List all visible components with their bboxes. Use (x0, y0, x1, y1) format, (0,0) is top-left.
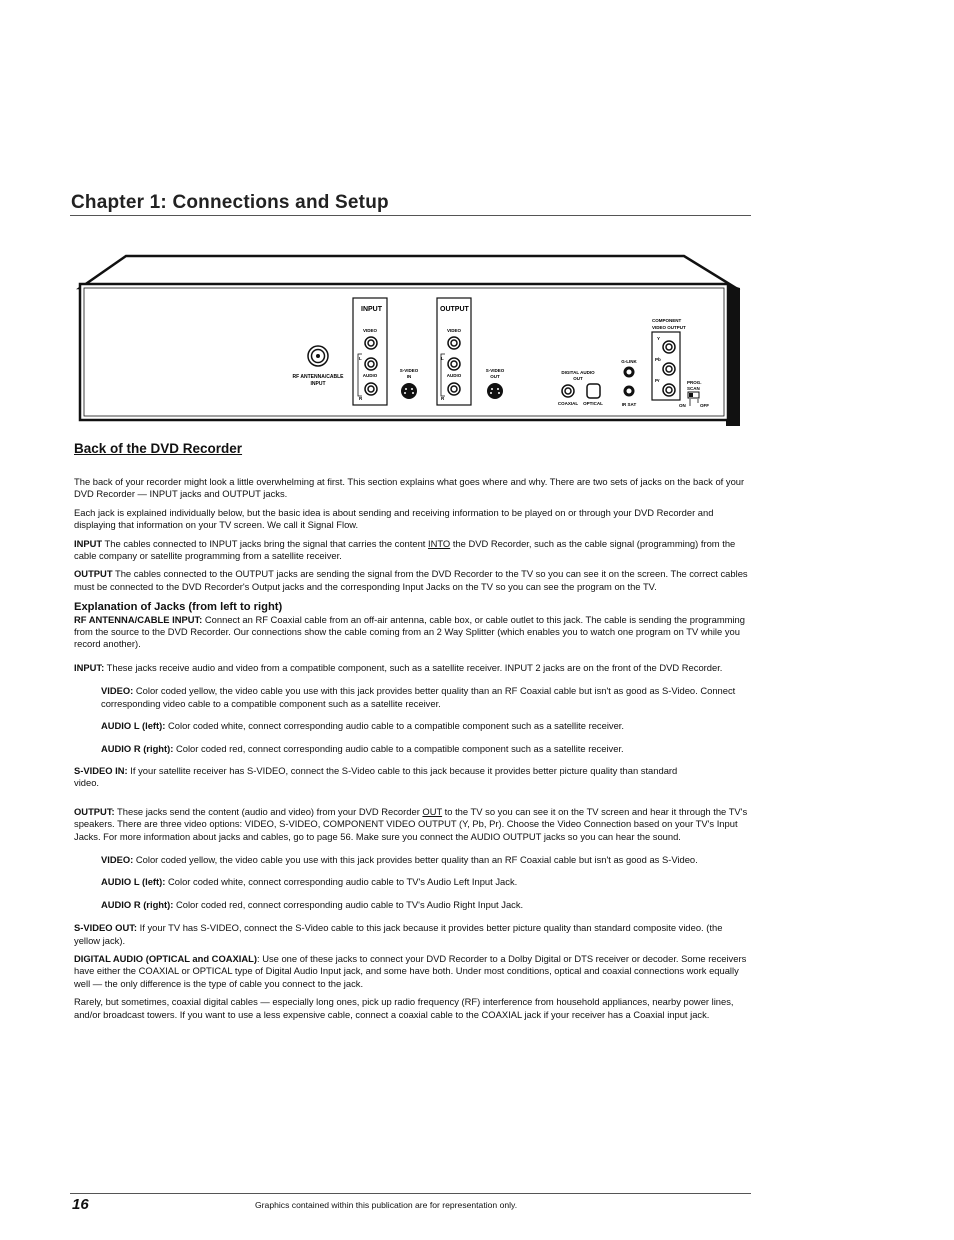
intro-paragraph: The back of your recorder might look a little overwhelming at first. This section explains what goes where and why. There are two sets of jacks on the back of your DVD Recorder — INPUT jacks and OUTPUT jacks. (74, 476, 745, 500)
output-audio-l-jack (448, 358, 460, 370)
svideo-in-label-1: S-VIDEO (399, 368, 419, 373)
pb-label: Pb (655, 357, 661, 362)
into-word: INTO (428, 537, 451, 549)
input-r-label: R (359, 396, 363, 401)
component-pr-jack (663, 384, 675, 396)
chapter-title: Chapter 1: Connections and Setup (71, 192, 389, 213)
output-jacks-paragraph: OUTPUT: These jacks send the content (audio and video) from your DVD Recorder OUT to the TV so you can see it on the TV screen and hear it through the TV's speakers. There are three video options: VIDEO, S-VIDEO, COMPONENT VIDEO OUTPUT (Y, Pb, Pr). Choose the Video Connection based on your TV's Input Jacks. For more information about jacks and cables, go to page 56. Make sure you connect the AUDIO OUTPUT jacks so you can hear the sound. (74, 805, 748, 842)
component-y-jack (663, 341, 675, 353)
output-video-jack (448, 337, 460, 349)
section-title: Back of the DVD Recorder (74, 441, 243, 456)
component-pb-jack (663, 363, 675, 375)
input-paragraph: INPUT The cables connected to INPUT jacks bring the signal that carries the content INTO the DVD Recorder, such as the cable signal (programming) from the cable company or satellite programming from a satellite receiver. (74, 537, 736, 562)
component-label-1: COMPONENT (652, 318, 682, 323)
output-audio-l-paragraph: AUDIO L (left): Color coded white, connect corresponding audio cable to TV's Audio Left Input Jack. (101, 876, 518, 888)
footer-note: Graphics contained within this publication are for representation only. (255, 1200, 518, 1210)
glink-jack (624, 367, 635, 378)
irsat-label: IR SAT (621, 402, 637, 407)
dvd-recorder-back-diagram (70, 250, 742, 430)
body-text (74, 476, 748, 1021)
digital-audio-label-2: OUT (573, 376, 583, 381)
rf-label-line1: RF ANTENNA/CABLE (292, 374, 344, 380)
prog-scan-label-1: PROG. (687, 380, 702, 385)
svideo-in-jack (401, 383, 417, 399)
input-audio-l-jack (365, 358, 377, 370)
svideo-out-paragraph: S-VIDEO OUT: If your TV has S-VIDEO, connect the S-Video cable to this jack because it provides better picture quality than standard composite video. (the yellow jack). (74, 922, 723, 946)
prog-scan-label-2: SCAN (687, 386, 700, 391)
explanation-heading: Explanation of Jacks (from left to right) (74, 601, 283, 614)
optical-label: OPTICAL (583, 401, 603, 406)
output-video-paragraph: VIDEO: Color coded yellow, the video cable you use with this jack provides better quality than an RF Coaxial cable but isn't as good as S-Video. (101, 853, 698, 865)
coaxial-jack (562, 385, 574, 397)
input-audio-label: AUDIO (362, 373, 378, 378)
off-label: OFF (700, 403, 709, 408)
coaxial-label: COAXIAL (557, 401, 579, 406)
rf-label-line2: INPUT (310, 381, 326, 387)
input-audio-r-paragraph: AUDIO R (right): Color coded red, connect corresponding audio cable to a compatible component such as a satellite receiver. (101, 742, 624, 754)
input-audio-r-jack (365, 383, 377, 395)
input-video-paragraph: VIDEO: Color coded yellow, the video cable you use with this jack provides better quality than an RF Coaxial cable but isn't as good as S-Video. Connect corresponding video cable to a compatible component such as a satellite receiver. (101, 685, 736, 709)
component-label-2: VIDEO OUTPUT (652, 325, 686, 330)
output-l-label: L (441, 356, 444, 361)
svideo-in-label-2: IN (406, 374, 412, 379)
output-audio-label: AUDIO (446, 373, 462, 378)
rf-antenna-jack (308, 346, 328, 366)
pr-label: Pr (655, 378, 660, 383)
svideo-out-label-2: OUT (490, 374, 500, 379)
input-term: INPUT (74, 537, 103, 549)
footer-divider (70, 1193, 751, 1194)
signal-flow-paragraph: Each jack is explained individually below, but the basic idea is about sending and receiving information to be played on or through your DVD Recorder and displaying that information on your TV screen. We call it Signal Flow. (74, 506, 714, 531)
irsat-jack (624, 386, 635, 397)
output-video-label: VIDEO (446, 328, 462, 333)
svideo-out-jack (487, 383, 503, 399)
on-label: ON (679, 403, 686, 408)
input-video-label: VIDEO (362, 328, 378, 333)
output-box-label: OUTPUT (440, 306, 469, 313)
input-l-label: L (359, 356, 362, 361)
output-audio-r-paragraph: AUDIO R (right): Color coded red, connect corresponding audio cable to TV's Audio Right Input Jack. (101, 898, 524, 910)
digital-audio-label-1: DIGITAL AUDIO (561, 370, 595, 375)
interference-paragraph: Rarely, but sometimes, coaxial digital cables — especially long ones, pick up radio frequency (RF) interference from household appliances, nearby power lines, and/or broadcast towers. If you want to use a less expensive cable, connect a coaxial cable to the COAXIAL jack if your receiver has a Coaxial input jack. (74, 996, 734, 1020)
input-audio-l-paragraph: AUDIO L (left): Color coded white, connect corresponding audio cable to a compatible component such as a satellite receiver. (101, 720, 625, 732)
input-video-jack (365, 337, 377, 349)
input-jacks-paragraph: INPUT: These jacks receive audio and video from a compatible component, such as a satellite receiver. INPUT 2 jacks are on the front of the DVD Recorder. (74, 661, 723, 673)
page-number: 16 (72, 1196, 89, 1213)
optical-jack (587, 384, 600, 398)
chapter-divider (70, 215, 751, 216)
glink-label: G-LINK (621, 359, 637, 364)
rf-paragraph: RF ANTENNA/CABLE INPUT: Connect an RF Coaxial cable from an off-air antenna, cable box, or cable outlet to this jack. The cable is sending the programming from the source to the DVD Recorder. Our connections show the cable coming from an 2 Way Splitter (which enables you to watch one program on TV while you record another). (74, 613, 745, 650)
svideo-out-label-1: S-VIDEO (485, 368, 505, 373)
out-word: OUT (422, 805, 443, 817)
output-term: OUTPUT (74, 568, 113, 580)
digital-audio-paragraph: DIGITAL AUDIO (OPTICAL and COAXIAL): Use one of these jacks to connect your DVD Recorder to a Dolby Digital or DTS receiver or decoder. Some receivers have either the COAXIAL or OPTICAL type of Digital Audio Input jack, and some have both. Under most conditions, optical and coaxial connections work equally well — the only difference is the type of cable you connect to the jack. (74, 952, 747, 989)
output-r-label: R (441, 396, 445, 401)
svideo-in-paragraph: S-VIDEO IN: If your satellite receiver has S-VIDEO, connect the S-Video cable to this jack because it provides better picture quality than standard video. (74, 764, 678, 789)
y-label: Y (657, 336, 661, 341)
output-paragraph: OUTPUT The cables connected to the OUTPUT jacks are sending the signal from the DVD Recorder to the TV so you can see it on the screen. The correct cables must be connected to the DVD Recorder's Output jacks and the corresponding Input Jacks on the TV so you can see the program on the TV. (74, 568, 748, 592)
input-box-label: INPUT (361, 306, 382, 313)
output-audio-r-jack (448, 383, 460, 395)
